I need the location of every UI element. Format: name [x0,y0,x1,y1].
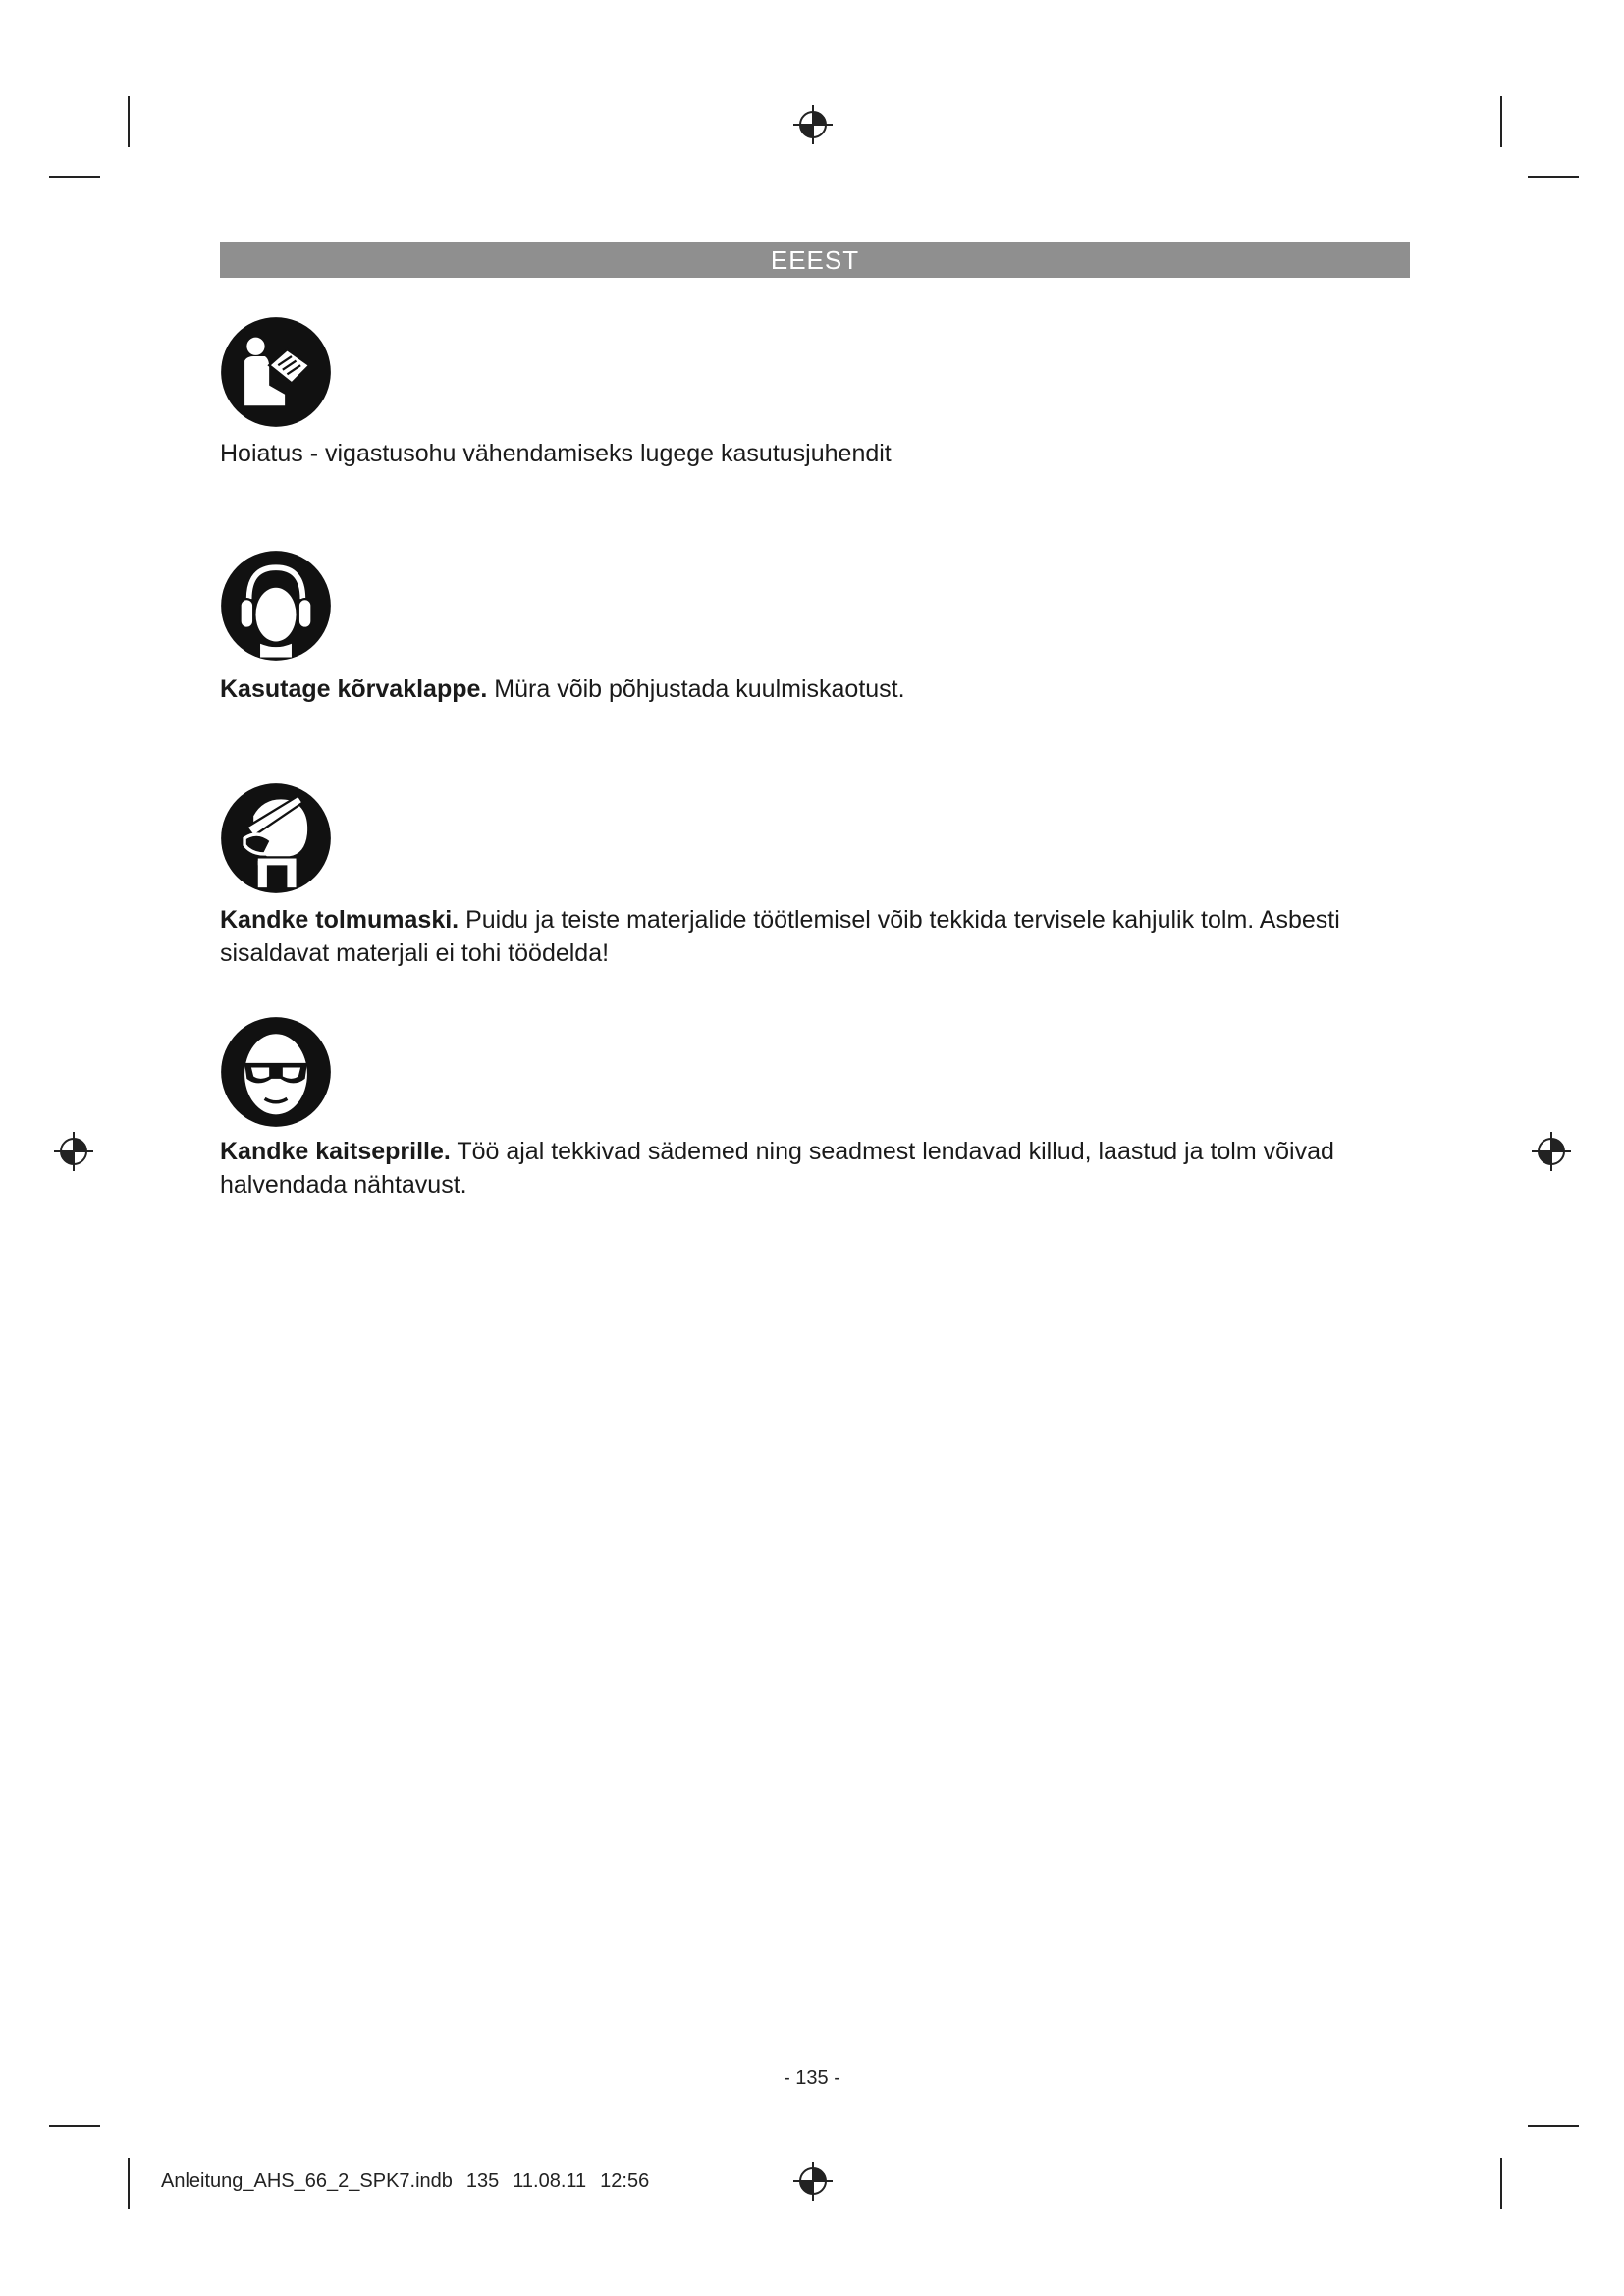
slug-time: 12:56 [600,2170,650,2192]
registration-mark-icon [791,103,835,146]
print-slug [161,2170,663,2193]
ear-protection-icon [220,550,332,662]
read-manual-icon [220,316,332,428]
section-header: EEEST [220,242,1410,278]
registration-mark-icon [791,2160,835,2203]
registration-mark-icon [52,1130,95,1173]
instruction-body: Hoiatus - vigastusohu vähendamiseks lugege kasutusjuhendit [220,440,892,467]
instruction-text [220,437,1410,470]
slug-filename: Anleitung_AHS_66_2_SPK7.indb [161,2170,453,2192]
instruction-body: Müra võib põhjustada kuulmiskaotust. [487,675,905,703]
instruction-text [220,672,1410,706]
crop-mark [1528,2125,1579,2127]
instruction-bold: Kasutage kõrvaklappe. [220,675,488,703]
registration-mark-icon [1530,1130,1573,1173]
slug-page: 135 [465,2170,500,2192]
instruction-bold: Kandke tolmumaski. [220,906,460,934]
slug-date: 11.08.11 [513,2170,587,2192]
crop-mark [49,176,100,178]
crop-mark [1500,2158,1502,2209]
crop-mark [49,2125,100,2127]
instruction-bold: Kandke kaitseprille. [220,1138,451,1165]
instruction-text [220,903,1410,970]
instruction-body: Puidu ja teiste materjalide töötlemisel võib tekkida tervisele kahjulik tolm. Asbesti sisaldavat materjali ei tohi töödelda! [220,906,1340,967]
instruction-body: Töö ajal tekkivad sädemed ning seadmest lendavad killud, laastud ja tolm võivad halvendada nähtavust. [220,1138,1334,1199]
crop-mark [1500,96,1502,147]
instruction-text [220,1135,1410,1201]
crop-mark [128,96,130,147]
safety-glasses-icon [220,1016,332,1128]
page-number: - 135 - [784,2067,840,2089]
dust-mask-icon [220,782,332,894]
crop-mark [128,2158,130,2209]
crop-mark [1528,176,1579,178]
